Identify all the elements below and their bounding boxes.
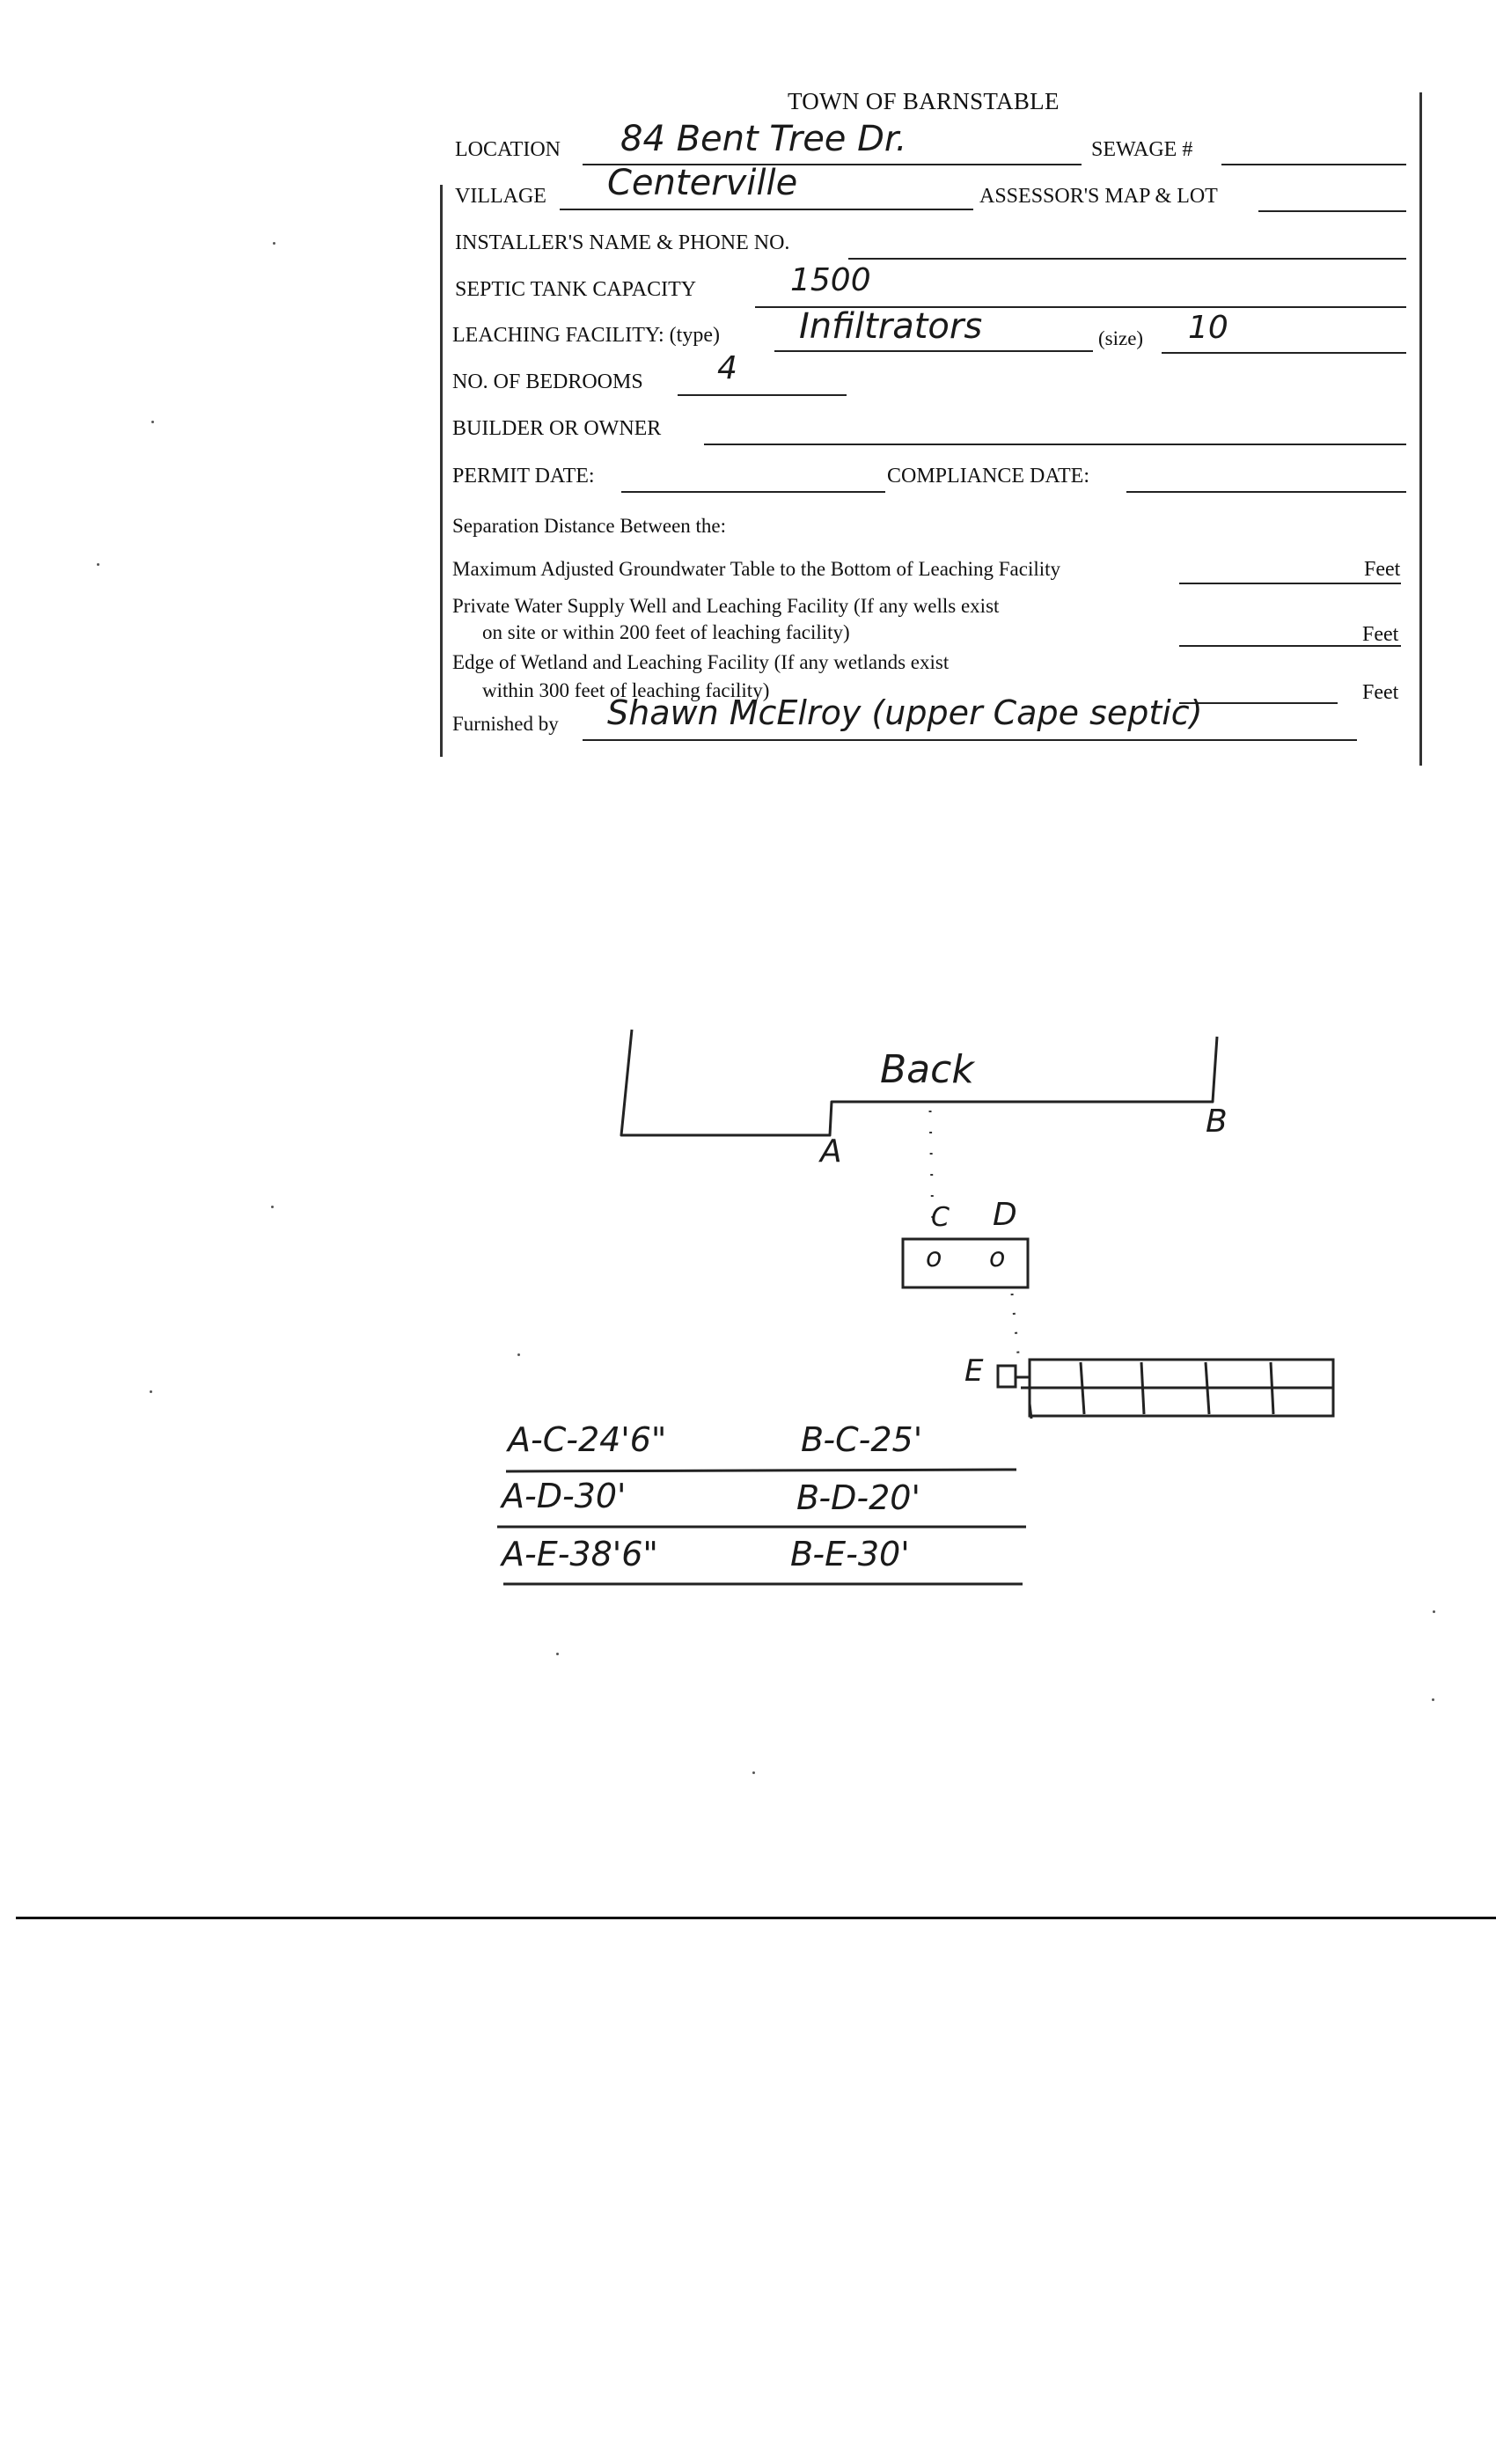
- measurement-a-c: A-C-24'6": [508, 1420, 667, 1459]
- scan-speck: [556, 1653, 559, 1655]
- leaching-field-divider-2: [1141, 1362, 1144, 1414]
- wetland-label-line2: within 300 feet of leaching facility): [482, 679, 770, 701]
- point-c-label: C: [931, 1202, 950, 1233]
- installer-label: INSTALLER'S NAME & PHONE NO.: [455, 231, 790, 254]
- leaching-field-divider-4: [1271, 1362, 1273, 1414]
- size-value: 10: [1188, 310, 1228, 346]
- tank-mark-right: o: [989, 1243, 1006, 1273]
- point-e-label: E: [964, 1353, 984, 1389]
- scan-speck: [97, 563, 99, 566]
- measurement-row-1-underline: [506, 1470, 1016, 1471]
- well-label-line1: Private Water Supply Well and Leaching Facility (If any wells exist: [452, 595, 1000, 617]
- septic-label: SEPTIC TANK CAPACITY: [455, 278, 697, 301]
- point-d-label: D: [993, 1197, 1017, 1233]
- measurement-a-d: A-D-30': [502, 1477, 627, 1515]
- scan-speck: [1432, 1698, 1434, 1701]
- location-value: 84 Bent Tree Dr.: [620, 119, 907, 159]
- point-b-label: B: [1206, 1104, 1228, 1140]
- leaching-label: LEACHING FACILITY: (type): [452, 324, 720, 347]
- bedrooms-label: NO. OF BEDROOMS: [452, 370, 643, 393]
- back-label: Back: [880, 1047, 974, 1092]
- scan-speck: [517, 1353, 520, 1356]
- page-bottom-rule: [16, 1917, 1496, 1919]
- furnished-label: Furnished by: [452, 713, 559, 735]
- groundwater-label: Maximum Adjusted Groundwater Table to the Bottom of Leaching Facility: [452, 558, 1061, 580]
- pipe-tank-to-dbox: [1012, 1294, 1019, 1362]
- leaching-field-divider-1: [1081, 1362, 1084, 1414]
- location-label: LOCATION: [455, 138, 561, 161]
- well-feet-unit: Feet: [1362, 623, 1399, 646]
- measurement-b-c: B-C-25': [801, 1420, 923, 1459]
- leaching-type-value: Infiltrators: [799, 306, 983, 347]
- wetland-label-line1: Edge of Wetland and Leaching Facility (If any wetlands exist: [452, 651, 950, 673]
- assessor-label: ASSESSOR'S MAP & LOT: [979, 185, 1218, 208]
- permit-date-label: PERMIT DATE:: [452, 465, 595, 488]
- village-label: VILLAGE: [455, 185, 546, 208]
- distribution-box: [998, 1366, 1016, 1387]
- well-label-line2: on site or within 200 feet of leaching facility): [482, 621, 850, 643]
- furnished-value: Shawn McElroy (upper Cape septic): [607, 693, 1203, 732]
- scan-speck: [1433, 1610, 1435, 1613]
- measurement-b-d: B-D-20': [796, 1478, 920, 1517]
- separation-heading: Separation Distance Between the:: [452, 515, 727, 537]
- point-a-label: A: [820, 1133, 842, 1170]
- measurement-b-e: B-E-30': [790, 1535, 910, 1573]
- bedrooms-value: 4: [717, 350, 737, 386]
- septic-value: 1500: [790, 262, 871, 298]
- size-label: (size): [1098, 327, 1144, 349]
- scan-speck: [151, 421, 154, 423]
- village-value: Centerville: [607, 163, 798, 203]
- scan-speck: [150, 1390, 152, 1393]
- wetland-feet-unit: Feet: [1362, 681, 1399, 704]
- scan-speck: [273, 242, 275, 245]
- sewage-label: SEWAGE #: [1091, 138, 1193, 161]
- compliance-date-label: COMPLIANCE DATE:: [887, 465, 1090, 488]
- septic-tank: [903, 1239, 1028, 1287]
- form-title: TOWN OF BARNSTABLE: [788, 88, 1060, 114]
- groundwater-feet-unit: Feet: [1364, 558, 1401, 581]
- scan-speck: [752, 1771, 755, 1774]
- measurement-a-e: A-E-38'6": [502, 1535, 658, 1573]
- tank-mark-left: o: [926, 1243, 942, 1273]
- scan-speck: [271, 1206, 274, 1208]
- builder-label: BUILDER OR OWNER: [452, 417, 662, 440]
- leaching-field-divider-3: [1206, 1362, 1209, 1414]
